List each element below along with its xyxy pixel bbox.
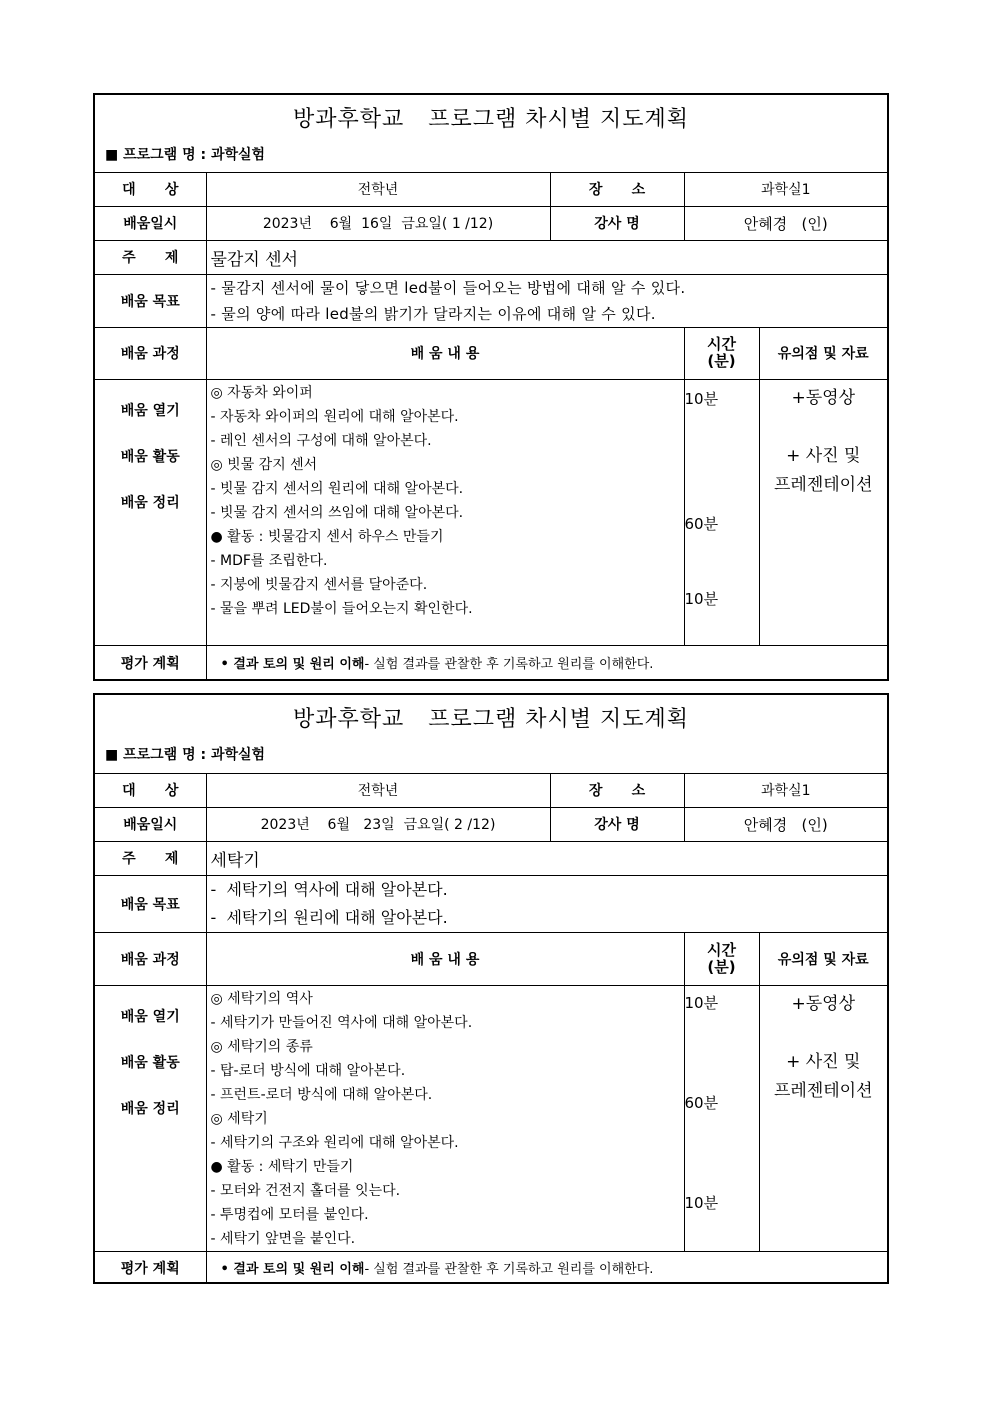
plan-table: [95, 774, 887, 1284]
notes-values: [759, 985, 887, 1251]
place-value: 과학실1: [684, 173, 887, 206]
content-line: ◎ 세탁기: [210, 1110, 268, 1127]
time-label: 시간 (분): [684, 932, 759, 985]
teacher-label: 강사 명: [550, 206, 684, 240]
topic-value: 물감지 센서: [206, 240, 887, 274]
lesson-plan-1: [93, 93, 889, 681]
note-item: +동영상: [791, 993, 856, 1014]
plan-title: 방과후학교 프로그램 차시별 지도계획: [293, 707, 689, 732]
plan-header: [95, 695, 887, 774]
content-label: 배 움 내 용: [206, 932, 684, 985]
goal-list: [206, 274, 887, 327]
content-line: - 세탁기 앞면을 붙인다.: [210, 1230, 356, 1247]
eval-rest: - 실험 결과를 관찰한 후 기록하고 원리를 이해한다.: [364, 1262, 654, 1278]
time-close: 10분: [684, 1193, 719, 1212]
content-line: ● 활동 : 세탁기 만들기: [210, 1158, 354, 1175]
content-line: - 프런트-로더 방식에 대해 알아본다.: [210, 1086, 433, 1103]
process-steps: [95, 379, 206, 645]
time-label: 시간 (분): [684, 327, 759, 379]
target-value: 전학년: [206, 774, 550, 807]
eval-value: [206, 1251, 887, 1284]
content-line: ◎ 세탁기의 종류: [210, 1038, 313, 1055]
note-item: + 사진 및: [786, 445, 861, 466]
eval-label: 평가 계획: [95, 645, 206, 680]
time-open: 10분: [684, 993, 719, 1012]
step-activity: 배움 활동: [120, 1054, 180, 1071]
plan-header: [95, 95, 887, 173]
content-line: - 자동차 와이퍼의 원리에 대해 알아본다.: [210, 408, 459, 425]
note-spacer: [760, 1019, 888, 1048]
notes-values: [759, 379, 887, 645]
notes-label: 유의점 및 자료: [759, 327, 887, 379]
lesson-content: [206, 985, 684, 1251]
goal-item: - 물의 양에 따라 led불의 밝기가 달라지는 이유에 대해 알 수 있다.: [210, 304, 656, 323]
target-value: 전학년: [206, 173, 550, 206]
eval-value: [206, 645, 887, 680]
date-label: 배움일시: [95, 807, 206, 841]
goal-label: 배움 목표: [95, 274, 206, 327]
note-item: 프레젠테이션: [773, 474, 873, 495]
date-label: 배움일시: [95, 206, 206, 240]
step-close: 배움 정리: [120, 1100, 180, 1117]
date-value: 2023년 6월 23일 금요일( 2 /12): [206, 807, 550, 841]
process-steps: [95, 985, 206, 1251]
content-line: ◎ 세탁기의 역사: [210, 990, 313, 1007]
place-label: 장 소: [550, 173, 684, 206]
eval-bold: • 결과 토의 및 원리 이해: [220, 657, 365, 673]
place-value: 과학실1: [684, 774, 887, 807]
note-item: +동영상: [791, 387, 856, 408]
content-label: 배 움 내 용: [206, 327, 684, 379]
content-line: ◎ 빗물 감지 센서: [210, 456, 318, 473]
place-label: 장 소: [550, 774, 684, 807]
program-name: ■ 프로그램 명 : 과학실험: [105, 147, 266, 163]
date-value: 2023년 6월 16일 금요일( 1 /12): [206, 206, 550, 240]
content-line: - 지붕에 빗물감지 센서를 달아준다.: [210, 576, 428, 593]
step-open: 배움 열기: [120, 402, 180, 419]
lesson-content: [206, 379, 684, 645]
content-line: - 빗물 감지 센서의 쓰임에 대해 알아본다.: [210, 504, 464, 521]
content-line: ● 활동 : 빗물감지 센서 하우스 만들기: [210, 528, 444, 545]
process-label: 배움 과정: [95, 327, 206, 379]
time-values: [684, 379, 759, 645]
teacher-value: 안혜경 (인): [684, 206, 887, 240]
step-close: 배움 정리: [120, 494, 180, 511]
note-item: + 사진 및: [786, 1051, 861, 1072]
notes-label: 유의점 및 자료: [759, 932, 887, 985]
eval-label: 평가 계획: [95, 1251, 206, 1284]
topic-value: 세탁기: [206, 841, 887, 875]
content-line: - 세탁기의 구조와 원리에 대해 알아본다.: [210, 1134, 459, 1151]
content-line: - 빗물 감지 센서의 원리에 대해 알아본다.: [210, 480, 464, 497]
time-activity: 60분: [684, 1093, 719, 1112]
goal-list: [206, 875, 887, 932]
note-spacer: [760, 413, 888, 442]
target-label: 대 상: [95, 173, 206, 206]
goal-item: - 물감지 센서에 물이 닿으면 led불이 들어오는 방법에 대해 알 수 있다.: [210, 278, 686, 297]
topic-label: 주 제: [95, 240, 206, 274]
process-label: 배움 과정: [95, 932, 206, 985]
content-line: ◎ 자동차 와이퍼: [210, 384, 313, 401]
content-line: - 모터와 건전지 홀더를 잇는다.: [210, 1182, 401, 1199]
program-name: ■ 프로그램 명 : 과학실험: [105, 747, 266, 763]
step-activity: 배움 활동: [120, 448, 180, 465]
teacher-value: 안혜경 (인): [684, 807, 887, 841]
content-line: - 세탁기가 만들어진 역사에 대해 알아본다.: [210, 1014, 473, 1031]
goal-item: - 세탁기의 원리에 대해 알아본다.: [210, 907, 448, 927]
content-line: - 탑-로더 방식에 대해 알아본다.: [210, 1062, 406, 1079]
time-activity: 60분: [684, 514, 719, 533]
content-line: - 투명컵에 모터를 붙인다.: [210, 1206, 369, 1223]
step-open: 배움 열기: [120, 1008, 180, 1025]
teacher-label: 강사 명: [550, 807, 684, 841]
time-open: 10분: [684, 389, 719, 408]
goal-item: - 세탁기의 역사에 대해 알아본다.: [210, 879, 448, 899]
plan-table: [95, 173, 887, 680]
topic-label: 주 제: [95, 841, 206, 875]
time-close: 10분: [684, 589, 719, 608]
target-label: 대 상: [95, 774, 206, 807]
content-line: - MDF를 조립한다.: [210, 552, 328, 569]
goal-label: 배움 목표: [95, 875, 206, 932]
content-line: - 레인 센서의 구성에 대해 알아본다.: [210, 432, 432, 449]
lesson-plan-2: [93, 693, 889, 1284]
plan-title: 방과후학교 프로그램 차시별 지도계획: [293, 107, 689, 132]
eval-bold: • 결과 토의 및 원리 이해: [220, 1262, 365, 1278]
content-line: - 물을 뿌려 LED불이 들어오는지 확인한다.: [210, 600, 473, 617]
eval-rest: - 실험 결과를 관찰한 후 기록하고 원리를 이해한다.: [364, 657, 654, 673]
time-values: [684, 985, 759, 1251]
note-item: 프레젠테이션: [773, 1080, 873, 1101]
